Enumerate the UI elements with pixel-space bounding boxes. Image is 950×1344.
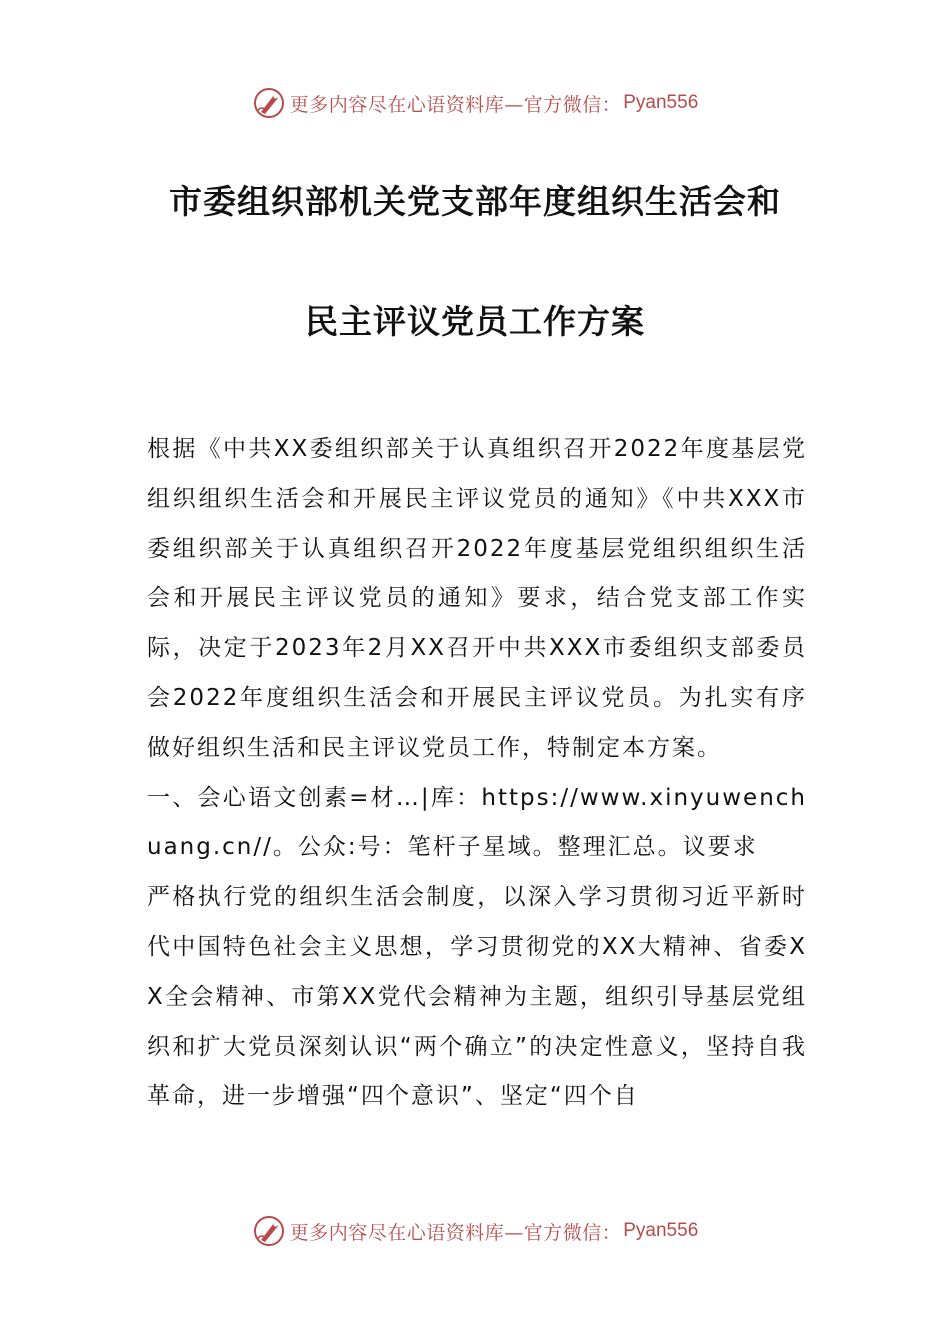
footer-watermark-banner: [0, 1211, 950, 1251]
wechat-handle: Pyan556: [623, 1220, 699, 1241]
body-paragraph: 根据《中共XX委组织部关于认真组织召开2022年度基层党组织组织生活会和开展民主评议党员的通知》《中共XXX市委组织部关于认真组织召开2022年度基层党组织组织生活会和开展民主评议党员的通知》要求，结合党支部工作实际，决定于2023年2月XX召开中共XXX市委组织支部委员会2022年度组织生活会和开展民主评议党员。为扎实有序做好组织生活和民主评议党员工作，特制定本方案。: [147, 436, 807, 761]
wechat-handle: Pyan556: [623, 92, 699, 113]
header-watermark-banner: [0, 83, 950, 123]
body-paragraph: 一、会心语文创素=材…|库：https://www.xinyuwenchuang.cn//。公众:号：笔杆子星域。整理汇总。议要求: [147, 784, 807, 861]
watermark-text: 更多内容尽在心语资料库—官方微信：: [289, 1221, 622, 1244]
body-paragraph: 严格执行党的组织生活会制度，以深入学习贯彻习近平新时代中国特色社会主义思想，学习贯彻党的XX大精神、省委XX全会精神、市第XX党代会精神为主题，组织引导基层党组织和扩大党员深刻认识“两个确立”的决定性意义，坚持自我革命，进一步增强“四个意识”、坚定“四个自: [147, 884, 807, 1110]
document-body: [147, 425, 807, 1122]
pen-nib-logo-icon: [252, 86, 286, 120]
document-title-line-2: 民主评议党员工作方案: [305, 302, 645, 341]
watermark-text: 更多内容尽在心语资料库—官方微信：: [289, 93, 622, 116]
pen-nib-logo-icon: [252, 1214, 286, 1248]
document-title-line-1: 市委组织部机关党支部年度组织生活会和: [169, 182, 781, 221]
